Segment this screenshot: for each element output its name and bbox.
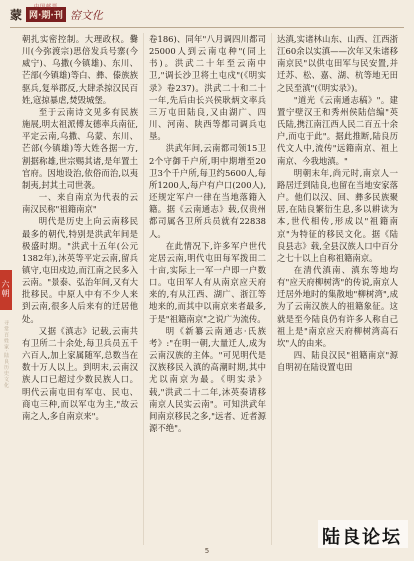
- text-column-3: [277, 33, 398, 545]
- paragraph: 四、陆良汉民"祖籍南京"源自明初在陆设置屯田: [277, 350, 398, 373]
- brand-script-text: 窑文化: [69, 8, 103, 22]
- column-divider: [143, 33, 144, 545]
- paragraph: 明《新纂云南通志·氏族考》:"在明一朝,大量迁人,成为云南汉族的主体。"可见明代是汉族移民入滇的高潮时期,其中尤以南京为最。《明实录》载,"洪武二十二年,沐英奏请移南京人民实云南"。可知洪武年间南京移民之多,"远者、近者源源不绝"。: [149, 325, 266, 433]
- paragraph: 明朝末年,尚元时,南京人一路居迁到陆良,也留在当地安家落户。他们以汉、回、彝多民族聚居,在陆良繁衍生息,多以耕读为本,世代相传,形成以"祖籍南京"为特征的移民文化。据《陆良县志》载,全县汉族人口中百分之七十以上自称祖籍南京。: [277, 167, 398, 263]
- section-tab-label: 六朝: [1, 280, 10, 298]
- brand-main-text: 蒙: [10, 8, 24, 22]
- paragraph: 洪武年间,云南都司领15卫2个守御千户所,明中期增至20卫3个千户所,每卫约5600人,每所1200人,每户有户口(200人),还规定军户一律在当地落籍入籍。据《云南通志》载,仅贵州都司属各卫所兵员就有22838人。: [149, 143, 266, 239]
- brand-box-text: 网·期·刊: [26, 7, 66, 22]
- paragraph: 朝扎实密控制。大理政权。爨川(今弥渡宗)思倍发兵号寨(今威宁)、乌撒(今镇雄)、东川、芒部(今镇雄)等白、彝、傣族族驱兵,复举郡反,大肆杀掠汉民百姓,寇掠暴虐,焚毁城堡。: [22, 34, 138, 105]
- brand-logo: [10, 6, 103, 23]
- paragraph: 在此情况下,许多军户世代定居云南,明代屯田每军拨田二十亩,实际上一军一户即一户数口。屯田军人有从南京应天府来的,有从江西、湖广、浙江等地来的,而其中以南京来者最多,于是"祖籍南京"之说广为流传。: [149, 240, 266, 324]
- paragraph: 一、来自南京为代表的云南汉民称"祖籍南京": [22, 192, 138, 215]
- paragraph: 又据《滇志》记载,云南共有卫所二十余处,每卫兵员五千六百人,加上家属随军,总数当在数十万人以上。到明末,云南汉族人口已超过少数民族人口。明代云南屯田有军屯、民屯、商屯三种,而以军屯为主,"故云南之人,多自南京来"。: [22, 325, 138, 421]
- brand-top-text: 中国邮票: [34, 4, 59, 10]
- text-column-1: [22, 33, 138, 545]
- paragraph: 卷186)、同年"八月调四川都司25000人到云南屯种"(同上书)。洪武二十年至云南中卫,"调长沙卫将土屯戍"(《明实录》卷237)。洪武二十和二十一年,先后由长兴侯耿炳文率兵三万屯田陆良,又由湖广、四川、河南、陕西等都司调兵屯垦。: [149, 34, 266, 142]
- column-divider: [271, 33, 272, 545]
- page-number: 5: [204, 547, 210, 555]
- text-column-2: [149, 33, 266, 545]
- paragraph: 至于云南诗文见多有民族施展,明太祖派傅友德率兵南征,平定云南,乌撒、乌蒙、东川、芒部(今镇雄)等大姓各据一方,割据称雄,世宗赐其诸,是年置土官府。因地设治,依俗而治,以夷制夷,封其土司世袭。: [22, 106, 138, 190]
- paragraph: 明代是历史上向云南移民最多的朝代,特别是洪武年间是极盛时期。"洪武十五年(公元1382年),沐英等平定云南,留兵镇守,屯田戍边,而江南之民多入云南。"景泰、弘治年间,又有大批移民。中原人中有不少人来到云南,很多人后来有的迁居他处。: [22, 216, 138, 324]
- section-side-text: 寻常百姓家·陆良历史文化: [3, 320, 9, 389]
- paragraph: 达滇,实诸林山东、山西、江西浙江60余以实滇——次年又朱诸移南京民"以供屯田军与民安置,并迁苏、松、嘉、湖、杭等地无田之民至滇"(《明实录》)。: [277, 34, 398, 93]
- paragraph: "道光《云南通志稿》"。建置宁壁汉王和秀州侯陆信编"英氏陆,携江南江西人民二百五十余户,而屯于此"。据此推断,陆良历代文人中,流传"远籍南京、祖上南京、今我地滇。": [277, 94, 398, 166]
- masthead: [10, 6, 160, 28]
- paragraph: 在清代滇南、滇东等地均有"应天府柳树湾"的传说,南京人迁居外地时的集散地"柳树湾",成为了云南汉族人的祖籍象征。这就是至今陆良仍有许多人称自己祖上是"南京应天府柳树湾高石坎"人的由来。: [277, 264, 398, 348]
- watermark-logo: 陆良论坛: [322, 527, 402, 548]
- header-rule: [10, 27, 404, 28]
